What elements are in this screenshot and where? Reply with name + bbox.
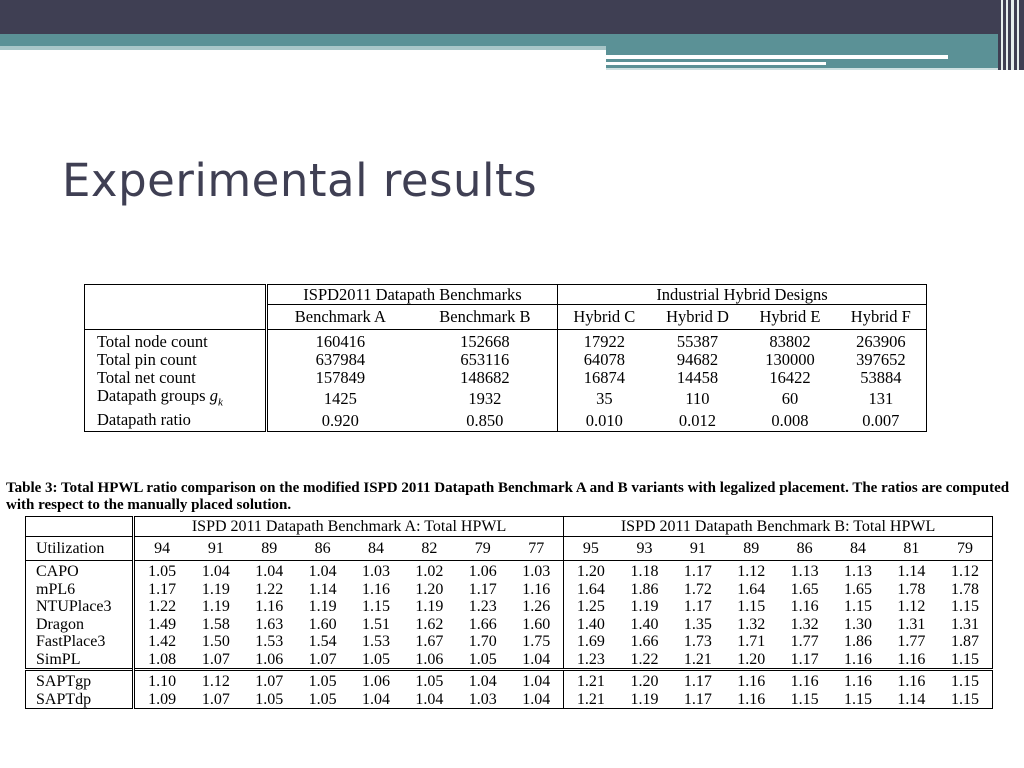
table-cell: 1.16	[897, 650, 926, 668]
utilization-row	[26, 536, 993, 561]
table-cell: 1.13	[778, 561, 831, 581]
hpwl-ratio-table	[25, 516, 993, 709]
table-cell: 1.20	[618, 670, 671, 691]
table-cell: 1.17	[671, 561, 724, 581]
table-cell: 64078	[583, 350, 625, 369]
table-cell: 1.22	[148, 598, 177, 615]
table-cell: 1.35	[683, 615, 712, 633]
table-cell: 1.72	[683, 580, 712, 598]
table-cell: 1.22	[630, 650, 659, 668]
table-cell: 1.19	[630, 598, 659, 615]
utilization-value: 77	[509, 536, 563, 561]
row-label: Total pin count	[85, 351, 267, 369]
table-cell: 1.16	[255, 598, 284, 615]
table-cell: 1.17	[671, 691, 724, 709]
table-cell: 1.32	[737, 615, 766, 633]
table-cell: 1.64	[576, 580, 605, 598]
table-cell: 0.012	[651, 411, 745, 432]
table-row	[26, 670, 993, 691]
table-cell: 1.12	[897, 598, 926, 615]
table-cell: 1.51	[361, 615, 390, 633]
table-cell: 148682	[413, 369, 558, 387]
table-cell: 1.60	[509, 616, 563, 634]
table-cell: 1.07	[201, 650, 230, 668]
table-row	[26, 598, 993, 616]
header-right-line-1	[606, 55, 948, 59]
table-cell: 35	[596, 389, 613, 409]
row-label: NTUPlace3	[26, 598, 134, 616]
table-cell: 1.02	[403, 561, 456, 581]
utilization-value: 84	[831, 536, 884, 561]
header-right-line-3	[606, 68, 1002, 70]
group-header-ispd: ISPD2011 Datapath Benchmarks	[267, 285, 558, 305]
utilization-value: 95	[564, 536, 618, 561]
table-cell: 1.03	[509, 561, 563, 581]
table-cell: 1.42	[148, 633, 177, 650]
utilization-value: 89	[725, 536, 778, 561]
table2-group-header-row	[26, 517, 993, 537]
table-cell: 1.04	[403, 691, 456, 709]
column-header: Benchmark B	[413, 305, 558, 330]
table-cell: 55387	[651, 330, 745, 352]
table-cell: 1425	[323, 389, 357, 409]
table-row	[85, 387, 927, 411]
table-cell: 152668	[413, 330, 558, 352]
table-cell: 1.58	[201, 615, 230, 633]
row-label: SAPTdp	[26, 691, 134, 709]
table-cell: 1.10	[134, 670, 190, 691]
table-cell: 1.14	[308, 580, 337, 598]
group-header-industrial: Industrial Hybrid Designs	[558, 285, 927, 305]
table-cell: 83802	[744, 330, 835, 352]
column-header: Benchmark A	[267, 305, 413, 330]
table-cell: 0.010	[558, 411, 651, 432]
table-cell: 1.19	[201, 580, 230, 598]
table-row	[26, 616, 993, 634]
table-cell: 1.50	[201, 633, 230, 650]
table-cell: 1.16	[725, 691, 778, 709]
utilization-value: 91	[189, 536, 242, 561]
table-cell: 1.66	[630, 633, 659, 650]
table-cell: 1.15	[361, 598, 390, 615]
row-label	[85, 387, 267, 411]
table-cell: 1.77	[897, 633, 926, 650]
table-cell: 1.07	[189, 691, 242, 709]
utilization-value: 94	[134, 536, 190, 561]
row-label: Datapath ratio	[85, 411, 267, 432]
table-cell: 16874	[583, 368, 625, 387]
table-cell: 1.04	[189, 561, 242, 581]
table-cell: 1.16	[361, 580, 390, 598]
table-cell: 17922	[558, 330, 651, 352]
row-label: mPL6	[26, 581, 134, 599]
table-cell: 1.71	[737, 633, 766, 650]
table-cell: 1.86	[630, 580, 659, 598]
table-cell: 1.06	[415, 650, 444, 668]
table-cell: 653116	[413, 351, 558, 369]
table-cell: 1.17	[468, 580, 497, 598]
column-header: Hybrid C	[558, 305, 651, 330]
table-cell: 1.07	[243, 670, 296, 691]
table-cell: 1.53	[255, 633, 284, 650]
table-cell: 1.12	[189, 670, 242, 691]
row-label: Total net count	[85, 369, 267, 387]
group-header-benchmark-a: ISPD 2011 Datapath Benchmark A: Total HPWL	[134, 517, 564, 537]
slide-title: Experimental results	[62, 154, 538, 207]
table-cell: 0.920	[267, 411, 413, 432]
table-cell: 1.16	[725, 670, 778, 691]
row-label: Total node count	[85, 330, 267, 352]
table-cell: 1.15	[737, 598, 766, 615]
table1-group-header-row	[85, 285, 927, 305]
table-cell: 1.04	[296, 561, 349, 581]
table-cell: 1.62	[415, 615, 444, 633]
table-cell: 1.23	[468, 598, 497, 615]
table-cell: 1.15	[938, 670, 992, 691]
utilization-label: Utilization	[26, 536, 134, 561]
table-cell: 0.007	[836, 411, 927, 432]
table-cell: 1.05	[361, 650, 390, 668]
table-cell: 1.22	[255, 580, 284, 598]
table-cell: 1.16	[790, 598, 819, 615]
table-cell: 1.86	[844, 633, 872, 650]
table-cell: 1.63	[255, 615, 284, 633]
table-cell: 1.78	[897, 580, 926, 598]
table-cell: 1.17	[148, 580, 177, 598]
table-row	[26, 561, 993, 581]
table-cell: 1.54	[308, 633, 337, 650]
table-cell: 160416	[267, 330, 413, 352]
row-label: FastPlace3	[26, 633, 134, 651]
table-cell: 1.06	[456, 561, 509, 581]
table-cell: 1.40	[576, 615, 605, 633]
table-cell: 1.15	[844, 598, 872, 615]
table-cell: 14458	[676, 368, 719, 387]
row-label: SAPTgp	[26, 670, 134, 691]
table-cell: 1.04	[509, 670, 563, 691]
table-cell: 1.70	[468, 633, 497, 650]
table-cell: 1.14	[885, 561, 938, 581]
table-cell: 1.03	[456, 691, 509, 709]
table-cell: 1.13	[831, 561, 884, 581]
column-header: Hybrid D	[651, 305, 745, 330]
utilization-value: 86	[296, 536, 349, 561]
table-cell: 1.16	[831, 670, 884, 691]
row-label: SimPL	[26, 651, 134, 670]
table-caption: Table 3: Total HPWL ratio comparison on the modified ISPD 2011 Datapath Benchmark A and B variants with legalized placement. The ratios are computed with respect to the manually placed solution.	[6, 480, 1010, 513]
table-cell: 1.21	[683, 650, 712, 668]
row-label: CAPO	[26, 561, 134, 581]
table-cell: 1.20	[564, 561, 618, 581]
table-cell: 1.78	[938, 581, 992, 599]
math-subscript: k	[217, 396, 223, 409]
utilization-value: 91	[671, 536, 724, 561]
table-cell: 1.66	[468, 615, 497, 633]
table-cell: 1.12	[725, 561, 778, 581]
table-row	[85, 369, 927, 387]
table-cell: 60	[781, 389, 799, 409]
table-cell: 1.19	[308, 598, 337, 615]
header-dark-band	[0, 0, 1024, 34]
table-cell: 1.31	[897, 615, 926, 633]
table-cell: 1.08	[148, 650, 177, 668]
table-cell: 1.05	[134, 561, 190, 581]
table-cell: 1.30	[844, 615, 872, 633]
table-cell: 53884	[836, 369, 927, 387]
table-cell: 1.05	[296, 670, 349, 691]
column-header: Hybrid E	[744, 305, 835, 330]
utilization-value: 79	[938, 536, 992, 561]
table-cell: 1.04	[243, 561, 296, 581]
table-cell: 1.06	[255, 650, 284, 668]
table-cell: 1.17	[790, 650, 819, 668]
table-cell: 1.40	[630, 615, 659, 633]
table1-column-header-row	[85, 305, 927, 330]
table-row	[26, 633, 993, 651]
table-cell: 263906	[836, 330, 927, 352]
table-cell: 1.15	[778, 691, 831, 709]
table-cell: 1.05	[296, 691, 349, 709]
table-cell: 1.07	[308, 650, 337, 668]
utilization-value: 81	[885, 536, 938, 561]
table-cell: 1.12	[938, 561, 992, 581]
table-cell: 1.19	[415, 598, 444, 615]
table-cell: 157849	[315, 368, 366, 387]
table-cell: 1.17	[671, 670, 724, 691]
table-cell: 0.008	[744, 411, 835, 432]
table-cell: 110	[685, 389, 710, 409]
table-cell: 1.15	[831, 691, 884, 709]
table-cell: 1.60	[308, 615, 337, 633]
table-cell: 1.21	[564, 691, 618, 709]
group-header-benchmark-b: ISPD 2011 Datapath Benchmark B: Total HPWL	[564, 517, 993, 537]
table-cell: 0.850	[413, 411, 558, 432]
table-cell: 1.04	[509, 691, 563, 709]
header-teal-band	[0, 34, 1024, 46]
table-row	[85, 330, 927, 352]
table-cell: 1.75	[509, 633, 563, 651]
table-cell: 1.15	[938, 651, 992, 670]
table-cell: 1.20	[415, 580, 444, 598]
benchmark-stats-table	[84, 284, 927, 432]
table-cell: 1.26	[509, 598, 563, 616]
table-cell: 1.23	[576, 650, 605, 668]
table-row	[85, 411, 927, 432]
table-cell: 637984	[315, 350, 366, 369]
table-cell: 1.77	[790, 633, 819, 650]
table-row	[26, 651, 993, 670]
table-cell: 1.69	[576, 633, 605, 650]
table-row	[26, 691, 993, 709]
utilization-value: 89	[243, 536, 296, 561]
table-cell: 1.16	[778, 670, 831, 691]
table-cell: 1.16	[844, 650, 872, 668]
table-cell: 1.73	[683, 633, 712, 650]
table-cell: 1.64	[737, 580, 766, 598]
table-row	[26, 581, 993, 599]
utilization-value: 86	[778, 536, 831, 561]
table-cell: 1.05	[243, 691, 296, 709]
table-cell: 1.04	[509, 651, 563, 670]
table-cell: 1932	[413, 387, 558, 411]
table-cell: 397652	[836, 351, 927, 369]
table-cell: 1.18	[618, 561, 671, 581]
math-symbol: g	[209, 386, 218, 405]
row-label-text: Datapath groups	[97, 386, 206, 405]
table-cell: 131	[836, 387, 927, 411]
table-cell: 1.19	[201, 598, 230, 615]
table-cell: 1.05	[403, 670, 456, 691]
table-cell: 1.53	[361, 633, 390, 650]
table-cell: 1.14	[885, 691, 938, 709]
table-cell: 1.09	[134, 691, 190, 709]
table-cell: 1.15	[938, 691, 992, 709]
table-cell: 1.04	[456, 670, 509, 691]
table-cell: 1.06	[349, 670, 402, 691]
table-cell: 1.65	[844, 580, 872, 598]
table-cell: 1.16	[509, 581, 563, 599]
table-cell: 130000	[765, 350, 815, 369]
table-cell: 1.31	[938, 616, 992, 634]
header-light-stripe	[0, 46, 606, 50]
table-cell: 1.03	[349, 561, 402, 581]
column-header: Hybrid F	[836, 305, 927, 330]
table-cell: 1.87	[938, 633, 992, 651]
header-right-line-2	[606, 62, 826, 65]
utilization-value: 79	[456, 536, 509, 561]
table-cell: 1.21	[564, 670, 618, 691]
table-cell: 1.19	[618, 691, 671, 709]
table-row	[85, 351, 927, 369]
table-cell: 94682	[676, 350, 719, 369]
table-cell: 1.16	[885, 670, 938, 691]
table-cell: 1.15	[938, 598, 992, 616]
table-cell: 1.25	[576, 598, 605, 615]
table-cell: 1.32	[790, 615, 819, 633]
utilization-value: 93	[618, 536, 671, 561]
table-cell: 16422	[769, 368, 811, 387]
header-vertical-stripes	[998, 0, 1024, 70]
table-cell: 1.65	[790, 580, 819, 598]
table-cell: 1.49	[148, 615, 177, 633]
table-cell: 1.67	[415, 633, 444, 650]
table-cell: 1.17	[683, 598, 712, 615]
utilization-value: 84	[349, 536, 402, 561]
table-cell: 1.05	[468, 650, 497, 668]
row-label: Dragon	[26, 616, 134, 634]
table-cell: 1.20	[737, 650, 766, 668]
utilization-value: 82	[403, 536, 456, 561]
table-cell: 1.04	[349, 691, 402, 709]
